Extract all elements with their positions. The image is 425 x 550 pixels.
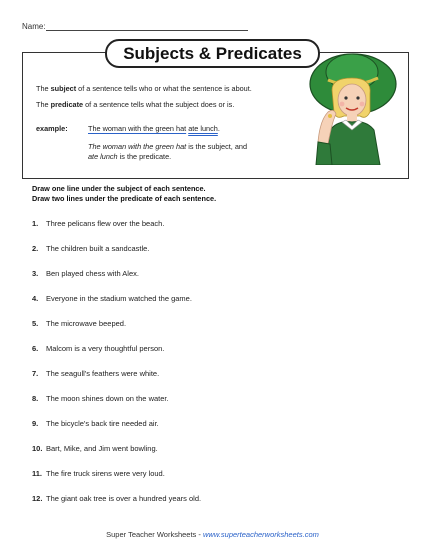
predicate-term: predicate [50,100,84,109]
sentence-number: 1. [32,219,39,228]
sentence-text[interactable]: The bicycle's back tire needed air. [46,419,159,428]
explanation-line-2-rest: is the predicate. [117,152,172,161]
sentence-item [32,219,164,231]
sentence-number: 6. [32,344,39,353]
example-predicate: ate lunch [188,124,218,133]
sentence-item [32,469,165,481]
example-period: . [217,124,220,133]
sentence-text[interactable]: Ben played chess with Alex. [46,269,139,278]
sentence-text[interactable]: Malcom is a very thoughtful person. [46,344,165,353]
sentence-item [32,444,158,456]
sentence-number: 10. [32,444,43,453]
sentence-text[interactable]: The fire truck sirens were very loud. [46,469,165,478]
sentence-text[interactable]: The moon shines down on the water. [46,394,169,403]
sentence-number: 12. [32,494,43,503]
footer-url-link[interactable]: www.superteacherworksheets.com [202,530,319,539]
sentence-number: 9. [32,419,39,428]
subject-definition-pre: The [36,84,51,93]
page-title: Subjects & Predicates [105,39,320,68]
sentence-number: 2. [32,244,39,253]
subject-definition-rest: of a sentence tells who or what the sentence is about. [76,84,252,93]
sentence-text[interactable]: The microwave beeped. [46,319,127,328]
name-label: Name: [22,22,46,31]
name-field[interactable] [46,30,248,31]
example-label: example: [36,124,68,133]
subject-definition [36,84,252,93]
sentence-number: 4. [32,294,39,303]
sentence-item [32,269,139,281]
sentence-item [32,344,164,356]
instruction-1: Draw one line under the subject of each sentence. [32,184,206,193]
sentence-item [32,419,159,431]
explanation-line-1-rest: is the subject, and [186,142,248,151]
instruction-2: Draw two lines under the predicate of each sentence. [32,194,217,203]
sentence-number: 11. [32,469,43,478]
footer-text: Super Teacher Worksheets - [106,530,203,539]
sentence-text[interactable]: Everyone in the stadium watched the game. [46,294,192,303]
sentence-text[interactable]: The seagull's feathers were white. [46,369,160,378]
explanation-line-1 [88,142,247,152]
sentence-number: 7. [32,369,39,378]
predicate-definition-rest: of a sentence tells what the subject does or is. [83,100,235,109]
sentence-item [32,494,201,506]
sentence-item [32,294,192,306]
sentence-item [32,394,169,406]
sentence-item [32,319,126,331]
explanation-subject: The woman with the green hat [88,142,187,151]
footer [0,530,425,539]
sentence-number: 3. [32,269,39,278]
sentence-number: 5. [32,319,39,328]
sentence-text[interactable]: The children built a sandcastle. [46,244,150,253]
example-subject: The woman with the green hat [88,124,187,133]
example-sentence [88,124,220,133]
example-explanation [88,142,247,162]
woman-green-hat-icon [308,50,398,165]
predicate-definition-pre: The [36,100,51,109]
explanation-line-2 [88,152,247,162]
sentence-number: 8. [32,394,39,403]
subject-term: subject [50,84,77,93]
sentence-item [32,369,159,381]
sentence-text[interactable]: Bart, Mike, and Jim went bowling. [46,444,158,453]
sentence-text[interactable]: The giant oak tree is over a hundred years old. [46,494,202,503]
predicate-definition [36,100,234,109]
sentence-item [32,244,149,256]
explanation-predicate: ate lunch [88,152,118,161]
sentence-text[interactable]: Three pelicans flew over the beach. [46,219,165,228]
